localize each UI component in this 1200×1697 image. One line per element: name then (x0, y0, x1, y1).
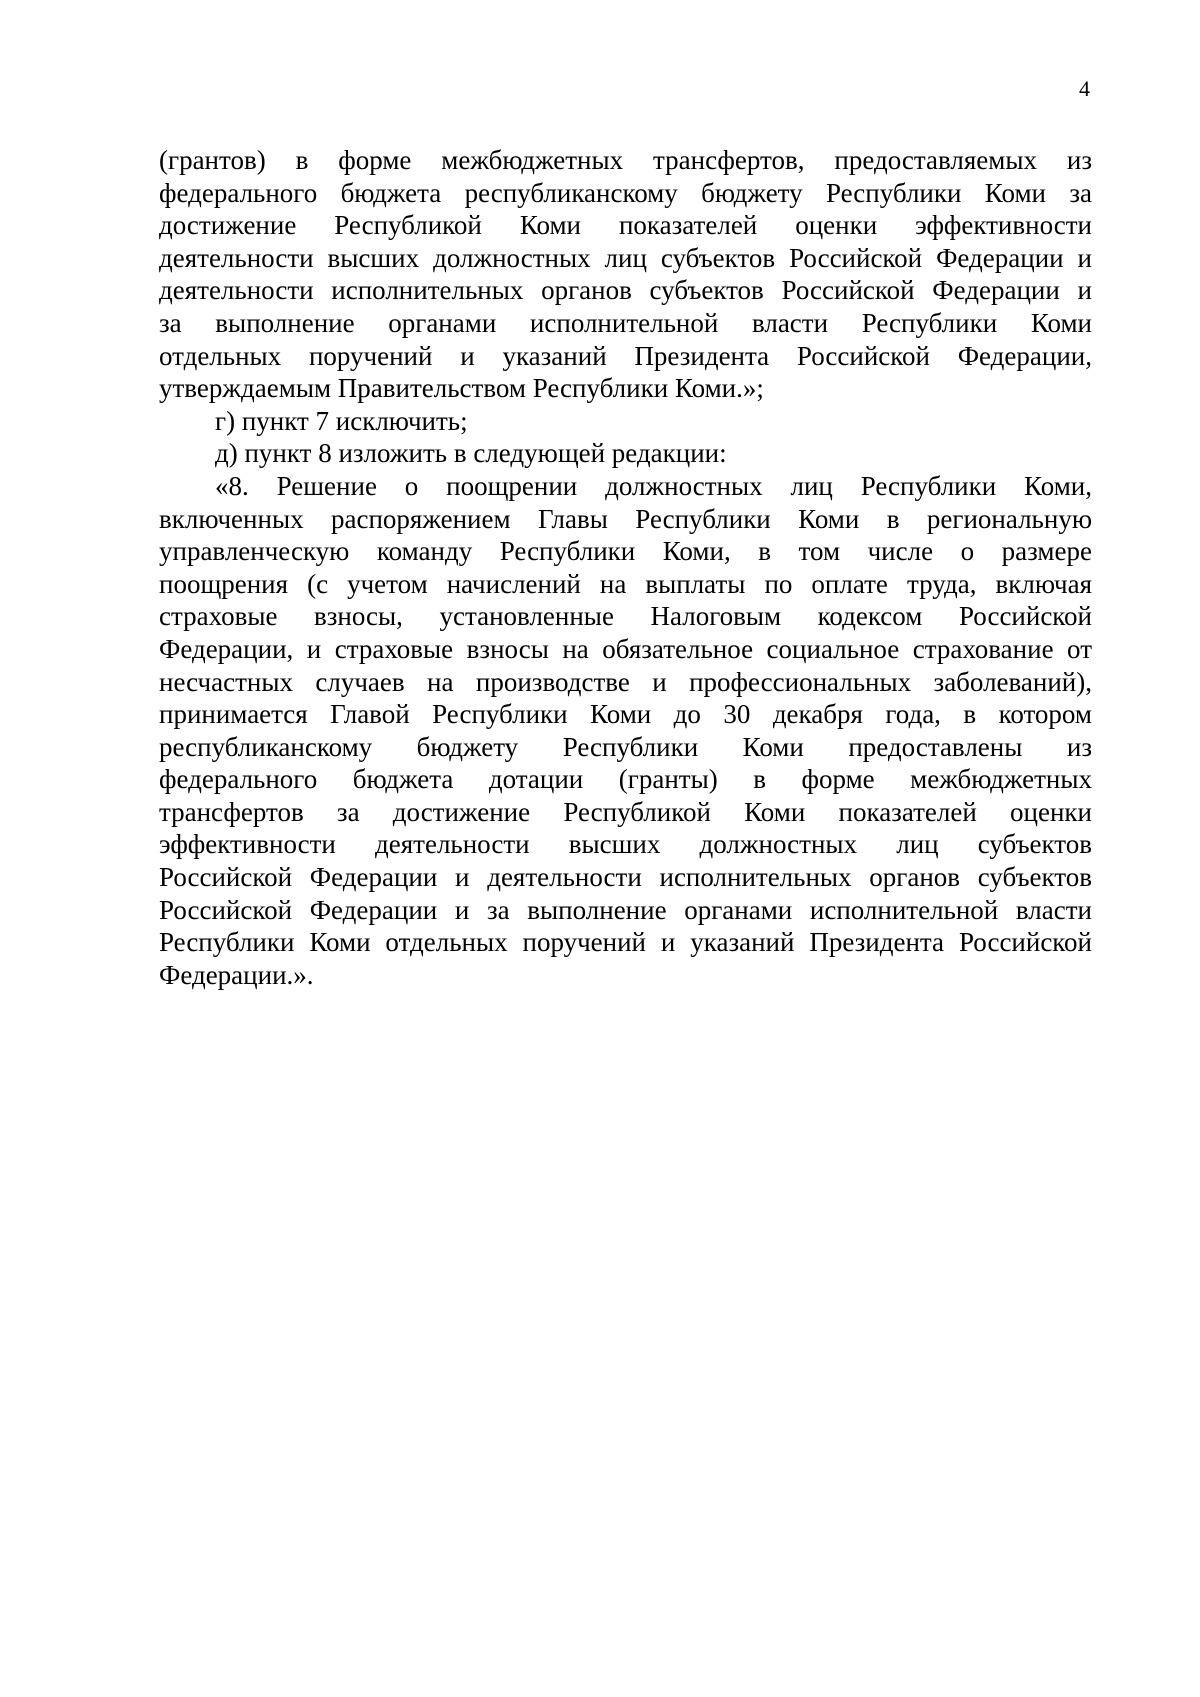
page-number: 4 (1079, 76, 1090, 101)
text-line: эффективности деятельности высших должностных лиц субъектов (159, 829, 1092, 860)
text-line: несчастных случаев на производстве и профессиональных заболеваний), (159, 666, 1092, 697)
text-line: управленческую команду Республики Коми, в том числе о размере (159, 536, 1092, 567)
text-line: за выполнение органами исполнительной власти Республики Коми (159, 307, 1092, 338)
text-line: д) пункт 8 изложить в следующей редакции: (215, 438, 727, 469)
text-line: достижение Республикой Коми показателей оценки эффективности (159, 210, 1092, 241)
text-line: поощрения (с учетом начислений на выплаты по оплате труда, включая (159, 568, 1092, 599)
text-line: Федерации.». (159, 959, 314, 990)
text-line: утверждаемым Правительством Республики Коми.»; (159, 373, 764, 404)
text-line: Республики Коми отдельных поручений и указаний Президента Российской (159, 927, 1092, 958)
text-line: республиканскому бюджету Республики Коми предоставлены из (159, 731, 1092, 762)
text-line: Российской Федерации и за выполнение органами исполнительной власти (159, 894, 1092, 925)
text-line: федерального бюджета дотации (гранты) в форме межбюджетных (159, 764, 1092, 795)
document-body (159, 144, 1092, 991)
text-line: принимается Главой Республики Коми до 30 декабря года, в котором (159, 699, 1092, 730)
text-line: деятельности высших должностных лиц субъектов Российской Федерации и (159, 242, 1092, 273)
text-line: отдельных поручений и указаний Президента Российской Федерации, (159, 340, 1092, 371)
text-line: Федерации, и страховые взносы на обязательное социальное страхование от (159, 633, 1092, 664)
text-line: г) пункт 7 исключить; (215, 405, 468, 436)
text-line: «8. Решение о поощрении должностных лиц Республики Коми, (215, 470, 1092, 501)
text-line: трансфертов за достижение Республикой Коми показателей оценки (159, 796, 1092, 827)
text-line: федерального бюджета республиканскому бюджету Республики Коми за (159, 177, 1092, 208)
text-line: Российской Федерации и деятельности исполнительных органов субъектов (159, 862, 1092, 893)
text-line: страховые взносы, установленные Налоговым кодексом Российской (159, 601, 1092, 632)
text-line: включенных распоряжением Главы Республики Коми в региональную (159, 503, 1092, 534)
text-line: деятельности исполнительных органов субъектов Российской Федерации и (159, 275, 1092, 306)
text-line: (грантов) в форме межбюджетных трансфертов, предоставляемых из (159, 145, 1092, 175)
